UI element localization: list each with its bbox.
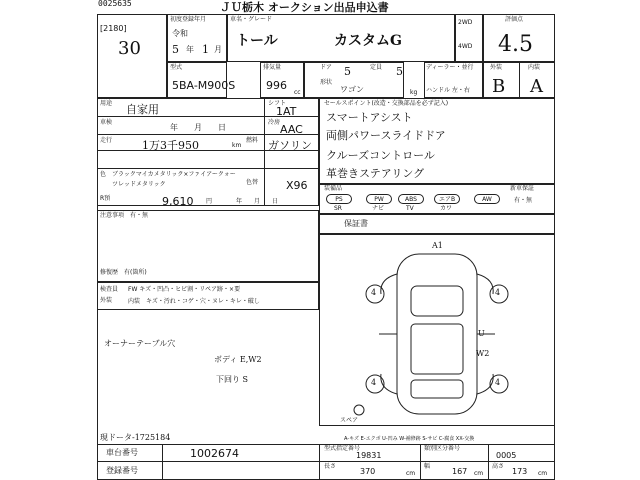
sales-label: セールスポイント(改造・交換部品を必ず記入) xyxy=(324,100,449,107)
usage-value: 自家用 xyxy=(126,103,159,116)
width-unit: cm xyxy=(474,470,484,477)
equip-sr: SR xyxy=(334,205,342,212)
model-label: 型式 xyxy=(170,64,183,71)
disp-unit: cc xyxy=(294,89,301,96)
shape-value: ワゴン xyxy=(340,85,364,94)
car-name: トール xyxy=(236,33,278,49)
shift-value: 1AT xyxy=(276,105,297,118)
length-unit: cm xyxy=(406,470,416,477)
new-car-value: 有・無 xyxy=(514,197,533,204)
reg-year-unit: 年 xyxy=(186,45,194,54)
ext-int-divider xyxy=(519,62,520,98)
handwritten-note-bottom: 現ドータ-1725184 xyxy=(100,433,171,442)
car-no-value: 1002674 xyxy=(190,447,239,460)
interior-label: 内装 xyxy=(528,64,541,71)
tire-rl: 4 xyxy=(371,378,377,387)
damage-top-label: A1 xyxy=(432,241,443,250)
dealer-label: ディーラー・並行 xyxy=(426,64,474,71)
tire-fr: 4 xyxy=(495,288,501,297)
reg-month-unit: 月 xyxy=(214,45,222,54)
width-value: 167 xyxy=(452,467,468,476)
tire-fl: 4 xyxy=(371,288,377,297)
doors-label: ドア xyxy=(320,64,332,71)
drive-4wd: 4WD xyxy=(458,43,473,50)
reg-label: 初度登録年月 xyxy=(170,16,207,23)
color-label: 色 xyxy=(100,171,107,178)
handwritten-note-3: 下回り S xyxy=(216,375,249,384)
recycle-unit: 円 xyxy=(206,198,213,205)
recycle-label: R預 xyxy=(100,195,111,202)
warranty-label: 保証書 xyxy=(344,219,368,228)
car-grade: カスタムG xyxy=(334,33,402,49)
inspect-label: 車検 xyxy=(100,119,113,126)
equip-pw: PW xyxy=(366,194,392,204)
fuel-value: ガソリン xyxy=(268,139,312,152)
reg-month: 1 xyxy=(202,43,209,56)
ac-value: AAC xyxy=(280,123,303,136)
bottom-v3 xyxy=(420,444,421,480)
disp-label: 排気量 xyxy=(263,64,282,71)
recycle-value: 9,610 xyxy=(162,195,194,208)
inspection-ext: FW キズ・凹凸・ヒビ割・リペア跡・×要 xyxy=(128,286,241,293)
weight-unit: kg xyxy=(410,89,418,96)
equip-leather: カワ xyxy=(440,205,453,212)
fuel-label: 燃料 xyxy=(246,137,259,144)
equipment-label: 装備品 xyxy=(324,185,343,192)
mileage-label: 走行 xyxy=(100,137,113,144)
height-value: 173 xyxy=(512,467,528,476)
equip-abs: ABS xyxy=(398,194,424,204)
inspection-int-label: 内装 xyxy=(128,298,141,305)
reg-no-label: 登録番号 xyxy=(106,466,138,475)
doors-value: 5 xyxy=(344,65,351,78)
handle-label: ハンドル 左・右 xyxy=(426,87,470,94)
equip-tv: TV xyxy=(406,205,414,212)
notes-label: 注意事項 有・無 xyxy=(100,212,149,219)
bottom-v2 xyxy=(319,444,320,480)
equip-ps: PS xyxy=(326,194,352,204)
spare-label: スペア xyxy=(340,417,359,424)
damage-w-label: W2 xyxy=(476,349,490,358)
ac-label: 冷房 xyxy=(268,119,281,126)
exterior-grade: B xyxy=(492,76,506,97)
width-label: 幅 xyxy=(424,463,431,470)
inspection-ext-label: 外装 xyxy=(100,297,113,304)
usage-label: 用途 xyxy=(100,100,113,107)
model-value: 5BA-M900S xyxy=(172,79,236,92)
lot-code: [2180] xyxy=(100,24,127,33)
reg-year: 5 xyxy=(172,43,179,56)
color-code: X96 xyxy=(286,179,308,192)
height-unit: cm xyxy=(538,470,548,477)
new-car-label: 新車保証 xyxy=(510,185,535,192)
serial-number: 0025635 xyxy=(98,0,132,8)
sales-item-4: 革巻きステアリング xyxy=(326,167,425,180)
exterior-label: 外装 xyxy=(490,64,503,71)
usage-vdivider xyxy=(264,98,265,206)
car-diagram xyxy=(319,234,555,426)
class-value: 0005 xyxy=(496,451,517,460)
class-label: 類別区分番号 xyxy=(424,445,461,452)
equip-aw: AW xyxy=(474,194,500,204)
seats-value: 5 xyxy=(396,65,403,78)
interior-grade: A xyxy=(530,76,543,97)
car-name-label: 車名・グレード xyxy=(230,16,273,23)
inspection-label: 検査員 xyxy=(100,286,119,293)
model-cat-label: 型式指定番号 xyxy=(324,445,361,452)
seats-label: 定員 xyxy=(370,64,383,71)
inspect-value: 年 月 日 xyxy=(170,123,226,132)
bottom-v1 xyxy=(162,444,163,480)
length-label: 長さ xyxy=(324,463,337,470)
rating-label: 評価点 xyxy=(505,16,524,23)
length-value: 370 xyxy=(360,467,376,476)
sales-item-2: 両側パワースライドドア xyxy=(326,129,446,142)
sales-item-1: スマートアシスト xyxy=(326,111,413,124)
equip-navi: ナビ xyxy=(372,205,385,212)
color-code-label: 色替 xyxy=(246,179,259,186)
mileage-value: 1万3千950 xyxy=(142,139,199,152)
bottom-v4 xyxy=(488,444,489,480)
handwritten-note-2: ボディ E,W2 xyxy=(214,355,262,364)
model-cat-value: 19831 xyxy=(356,451,382,460)
lot-number: 30 xyxy=(118,38,141,59)
shape-label: 形状 xyxy=(320,79,333,86)
repair-label: 修復歴 有(箇所) xyxy=(100,269,147,276)
handwritten-note-1: オーナーテーブル穴 xyxy=(104,339,176,348)
inspection-int: キズ・汚れ・コゲ・穴・ヌレ・キレ・破し xyxy=(146,298,260,305)
bottom-mid xyxy=(97,461,555,462)
tire-rr: 4 xyxy=(495,378,501,387)
color-value: ブラックマイカメタリック×ファイアークォーツレッドメタリック xyxy=(112,171,236,188)
damage-legend: A-キズ E-エクボ U-凹み W-補修跡 S-サビ C-腐食 XX-交換 xyxy=(344,436,475,442)
height-label: 高さ xyxy=(492,463,505,470)
usage-divider-4 xyxy=(97,168,319,169)
recycle-deadline: 年 月 日 xyxy=(236,198,279,205)
form-title: ＪＵ栃木 オークション出品申込書 xyxy=(220,1,389,14)
shift-label: シフト xyxy=(268,100,287,107)
rating-score: 4.5 xyxy=(498,32,533,57)
reg-era: 令和 xyxy=(172,29,188,38)
equip-airbag: エアB xyxy=(434,194,460,204)
damage-u-label: U xyxy=(478,329,485,338)
mileage-unit: km xyxy=(232,142,242,149)
car-no-label: 車台番号 xyxy=(106,448,138,457)
sales-item-3: クルーズコントロール xyxy=(326,149,435,162)
disp-value: 996 xyxy=(266,79,287,92)
drive-2wd: 2WD xyxy=(458,19,473,26)
